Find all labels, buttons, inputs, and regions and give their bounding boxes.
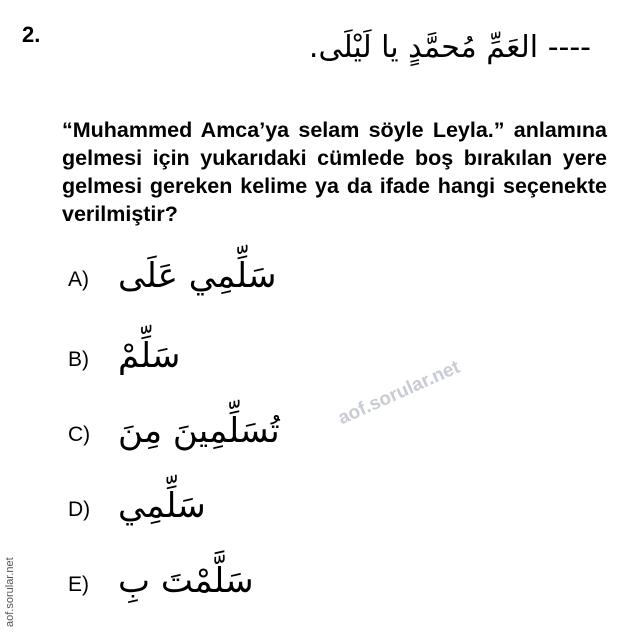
question-number: 2.: [22, 22, 41, 47]
option-arabic: تُسَلِّمِينَ مِنَ: [118, 411, 280, 451]
option-c[interactable]: [68, 411, 368, 477]
option-letter: D): [68, 498, 91, 521]
question-prompt: “Muhammed Amca’ya selam söyle Leyla.” anlamına gelmesi için yukarıdaki cümlede boş bırakılan yere gelmesi gereken kelime ya da ifade hangi seçenekte verilmiştir?: [62, 118, 607, 226]
option-letter: C): [68, 423, 91, 446]
option-letter: E): [68, 573, 89, 596]
watermark-side: aof.sorular.net: [4, 557, 16, 627]
arabic-sentence: العَمِّ مُحمَّدٍ يا لَيْلَى.: [308, 30, 539, 65]
blank-dashes: ----: [547, 30, 591, 65]
option-letter: B): [68, 348, 89, 371]
option-b[interactable]: [68, 336, 368, 402]
watermark-center: aof.sorular.net: [335, 356, 464, 430]
option-arabic: سَلَّمْتَ بِ: [118, 561, 254, 601]
option-letter: A): [68, 268, 89, 291]
option-arabic: سَلِّمْ: [118, 336, 181, 376]
option-arabic: سَلِّمِي عَلَى: [118, 256, 277, 296]
option-arabic: سَلِّمِي: [118, 486, 206, 526]
arabic-sentence-line: [309, 30, 605, 65]
option-d[interactable]: [68, 486, 368, 552]
option-e[interactable]: [68, 561, 368, 627]
option-a[interactable]: [68, 256, 368, 322]
